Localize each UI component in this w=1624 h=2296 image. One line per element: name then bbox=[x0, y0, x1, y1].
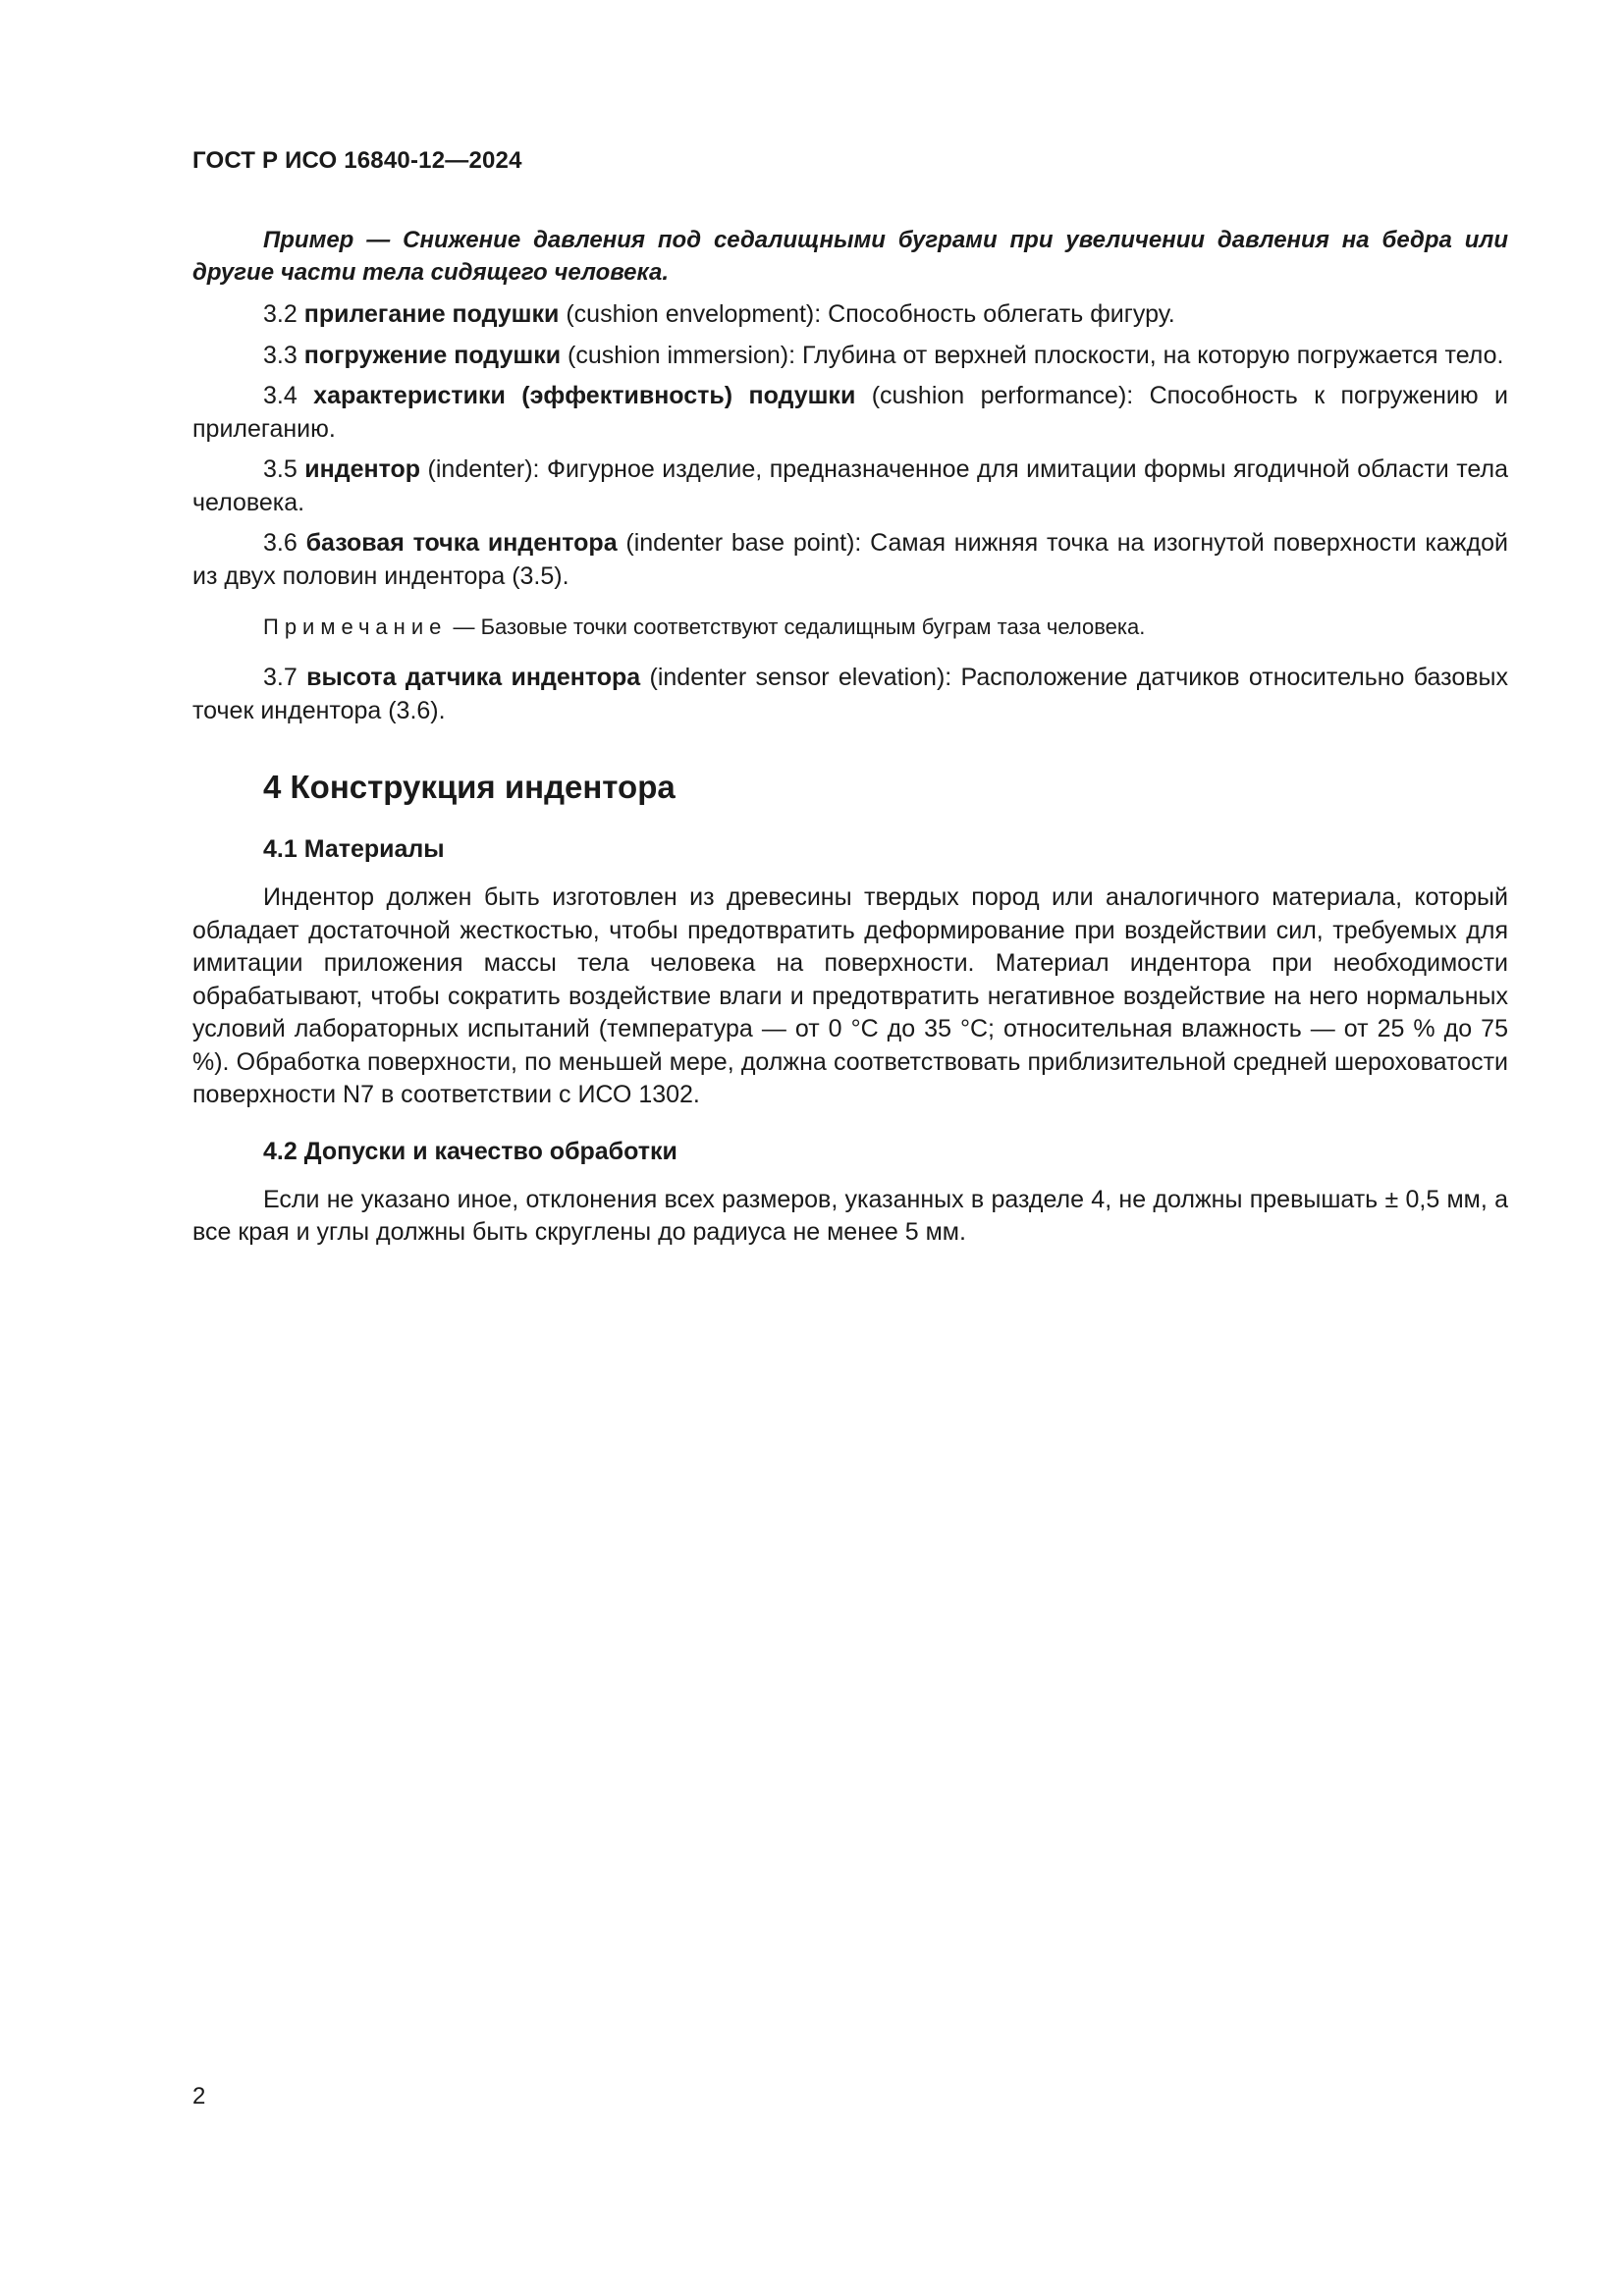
term-3-7 bbox=[192, 662, 1508, 727]
example-text: Пример — Снижение давления под седалищными буграми при увеличении давления на бедра или другие части тела сидящего человека. bbox=[192, 227, 1508, 286]
term-3-6 bbox=[192, 527, 1508, 593]
term-definition: (indenter base point): Самая нижняя точка на изогнутой поверхности каждой из двух половин индентора (3.5). bbox=[192, 529, 1508, 590]
term-name: характеристики (эффективность) подушки bbox=[313, 382, 856, 409]
paragraph-tolerances: Если не указано иное, отклонения всех размеров, указанных в разделе 4, не должны превышать ± 0,5 мм, а все края и углы должны быть скруглены до радиуса не менее 5 мм. bbox=[192, 1185, 1508, 1246]
term-3-3 bbox=[192, 340, 1508, 373]
term-definition: (indenter sensor elevation): Расположение датчиков относительно базовых точек индентора (3.6). bbox=[192, 664, 1508, 724]
term-number: 3.6 bbox=[263, 529, 298, 557]
note-label: Примечание bbox=[263, 614, 448, 639]
note bbox=[192, 613, 1508, 642]
term-number: 3.5 bbox=[263, 455, 298, 483]
term-3-5 bbox=[192, 454, 1508, 519]
term-3-4 bbox=[192, 380, 1508, 446]
term-number: 3.3 bbox=[263, 341, 298, 369]
paragraph-materials: Индентор должен быть изготовлен из древесины твердых пород или аналогичного материала, который обладает достаточной жесткостью, чтобы предотвратить деформирование при воздействии сил, требуемых для имитации приложения массы тела человека на поверхности. Материал индентора при необходимости обрабатывают, чтобы сократить воздействие влаги и предотвратить негативное воздействие на него нормальных условий лабораторных испытаний (температура — от 0 °C до 35 °C; относительная влажность — от 25 % до 75 %). Обработка поверхности, по меньшей мере, должна соответствовать приблизительной средней шероховатости поверхности N7 в соответствии с ИСО 1302. bbox=[192, 883, 1508, 1108]
term-number: 3.2 bbox=[263, 300, 298, 328]
note-text: — Базовые точки соответствуют седалищным буграм таза человека. bbox=[447, 614, 1146, 639]
term-name: прилегание подушки bbox=[303, 300, 560, 328]
section-title: 4 Конструкция индентора bbox=[263, 769, 676, 805]
term-number: 3.7 bbox=[263, 664, 298, 691]
term-number: 3.4 bbox=[263, 382, 298, 409]
page-content bbox=[192, 224, 1508, 1250]
term-name: базовая точка индентора bbox=[305, 529, 618, 557]
subsection-title-tolerances: 4.2 Допуски и качество обработки bbox=[263, 1137, 677, 1165]
term-definition: (indenter): Фигурное изделие, предназначенное для имитации формы ягодичной области тела человека. bbox=[192, 455, 1508, 516]
subsection-title-materials: 4.1 Материалы bbox=[263, 835, 445, 863]
term-3-2 bbox=[192, 298, 1508, 332]
term-name: высота датчика индентора bbox=[306, 664, 641, 691]
document-header: ГОСТ Р ИСО 16840-12—2024 bbox=[192, 147, 522, 174]
page-number: 2 bbox=[192, 2083, 206, 2109]
term-definition: (cushion performance): Способность к погружению и прилеганию. bbox=[192, 382, 1508, 443]
term-definition: (cushion envelopment): Способность облегать фигуру. bbox=[559, 300, 1175, 328]
term-name: индентор bbox=[304, 455, 421, 483]
term-definition: (cushion immersion): Глубина от верхней плоскости, на которую погружается тело. bbox=[561, 341, 1504, 369]
term-name: погружение подушки bbox=[303, 341, 562, 369]
